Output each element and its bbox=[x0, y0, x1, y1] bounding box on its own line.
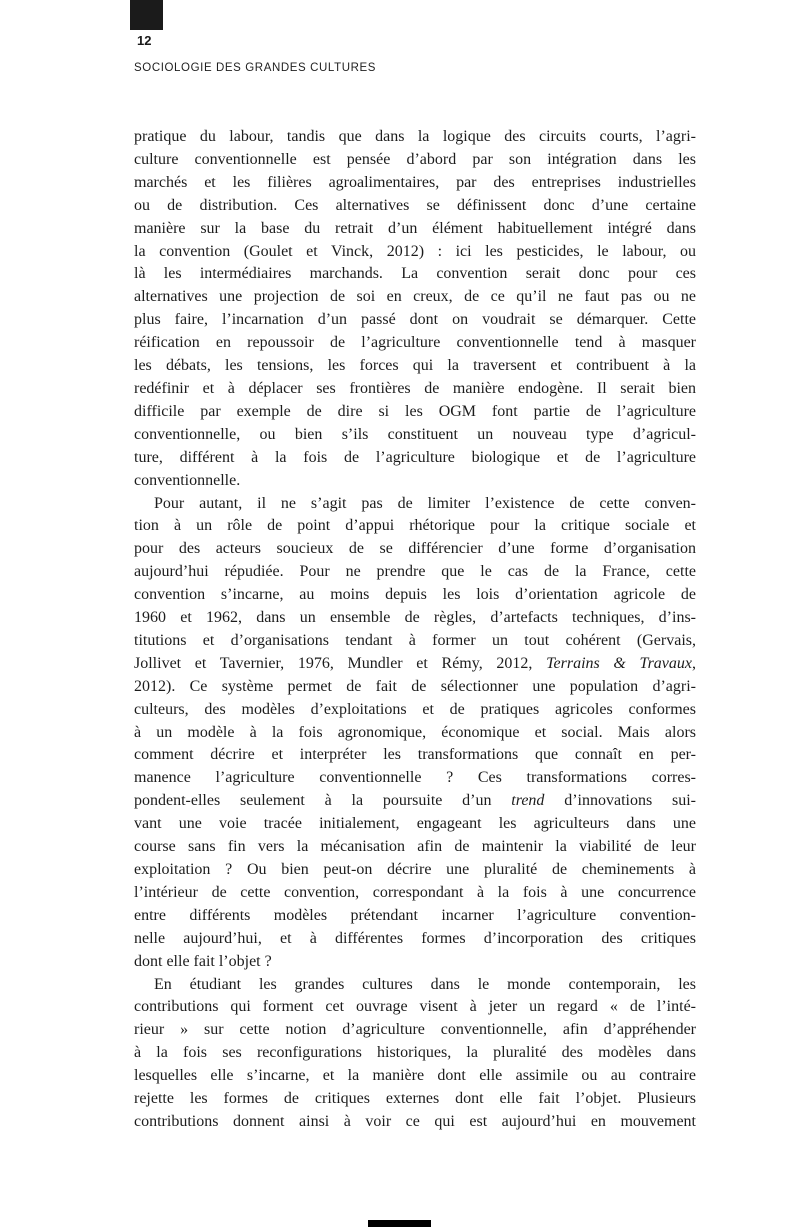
text-line bbox=[134, 905, 696, 928]
text-segment: 1960 et 1962, dans un ensemble de règles, d’artefacts techniques, d’ins- bbox=[134, 609, 696, 627]
text-segment: contributions donnent ainsi à voir ce qui est aujourd’hui en mouvement bbox=[134, 1112, 696, 1130]
text-segment: rejette les formes de critiques externes dont elle fait l’objet. Plusieurs bbox=[134, 1090, 696, 1108]
text-segment: manence l’agriculture conventionnelle ? Ces transformations corres- bbox=[134, 769, 696, 787]
text-segment: difficile par exemple de dire si les OGM font partie de l’agriculture bbox=[134, 402, 696, 420]
text-segment: 2012). Ce système permet de fait de sélectionner une population d’agri- bbox=[134, 677, 696, 695]
text-segment: culteurs, des modèles d’exploitations et de pratiques agricoles conformes bbox=[134, 700, 696, 718]
text-segment: plus faire, l’incarnation d’un passé dont on voudrait se démarquer. Cette bbox=[134, 311, 696, 329]
italic-text-segment: trend bbox=[511, 792, 545, 810]
text-segment: rieur » sur cette notion d’agriculture conventionnelle, afin d’appréhender bbox=[134, 1021, 696, 1039]
text-line bbox=[134, 538, 696, 561]
text-line bbox=[134, 813, 696, 836]
text-line bbox=[134, 882, 696, 905]
text-line bbox=[134, 767, 696, 790]
text-segment: la convention (Goulet et Vinck, 2012) : ici les pesticides, le labour, ou bbox=[134, 242, 696, 260]
paragraph bbox=[134, 974, 696, 1134]
text-line bbox=[134, 790, 696, 813]
text-line bbox=[134, 286, 696, 309]
text-line bbox=[134, 859, 696, 882]
text-segment: Jollivet et Tavernier, 1976, Mundler et Rémy, 2012, bbox=[134, 654, 547, 672]
text-segment: exploitation ? Ou bien peut-on décrire une pluralité de cheminements à bbox=[134, 861, 696, 878]
bottom-crop-mark bbox=[368, 1220, 431, 1227]
text-line bbox=[134, 561, 696, 584]
text-segment: ture, différent à la fois de l’agriculture biologique et de l’agriculture bbox=[134, 448, 696, 466]
text-segment: convention s’incarne, au moins depuis les lois d’orientation agricole de bbox=[134, 586, 696, 604]
text-segment: là les intermédiaires marchands. La convention serait donc pour ces bbox=[134, 265, 696, 283]
text-line bbox=[134, 928, 696, 951]
text-line bbox=[134, 493, 696, 516]
text-line bbox=[134, 653, 696, 676]
text-segment: redéfinir et à déplacer ses frontières de manière endogène. Il serait bien bbox=[134, 379, 696, 397]
text-line bbox=[134, 1042, 696, 1065]
body-text bbox=[134, 126, 696, 1134]
text-line bbox=[134, 951, 696, 974]
text-segment: à la fois ses reconfigurations historiques, la pluralité des modèles dans bbox=[134, 1044, 696, 1062]
text-segment: aujourd’hui répudiée. Pour ne prendre que le cas de la France, cette bbox=[134, 563, 696, 581]
text-line bbox=[134, 172, 696, 195]
text-segment: lesquelles elle s’incarne, et la manière dont elle assimile ou au contraire bbox=[134, 1067, 696, 1085]
text-line bbox=[134, 401, 696, 424]
text-line bbox=[134, 424, 696, 447]
text-line bbox=[134, 309, 696, 332]
text-line bbox=[134, 241, 696, 264]
text-line bbox=[134, 744, 696, 767]
text-line bbox=[134, 263, 696, 286]
text-line bbox=[134, 722, 696, 745]
text-line bbox=[134, 470, 696, 493]
text-line bbox=[134, 630, 696, 653]
paragraph bbox=[134, 493, 696, 974]
text-segment: les débats, les tensions, les forces qui la traversent et contribuent à la bbox=[134, 357, 696, 375]
text-line bbox=[134, 447, 696, 470]
text-line bbox=[134, 607, 696, 630]
text-segment: course sans fin vers la mécanisation afin de maintenir la viabilité de leur bbox=[134, 838, 696, 856]
text-segment: entre différents modèles prétendant incarner l’agriculture convention- bbox=[134, 906, 696, 924]
text-line bbox=[134, 1019, 696, 1042]
text-line bbox=[134, 699, 696, 722]
text-line bbox=[134, 195, 696, 218]
text-segment: ou de distribution. Ces alternatives se définissent donc d’une certaine bbox=[134, 196, 696, 214]
text-segment: réification en repoussoir de l’agriculture conventionnelle tend à masquer bbox=[134, 334, 696, 352]
text-line bbox=[134, 126, 696, 149]
text-line bbox=[134, 218, 696, 241]
text-segment: pratique du labour, tandis que dans la logique des circuits courts, l’agri- bbox=[134, 128, 696, 145]
text-segment: , bbox=[692, 654, 697, 672]
text-line bbox=[134, 676, 696, 699]
text-segment: nelle aujourd’hui, et à différentes formes d’incorporation des critiques bbox=[134, 929, 696, 947]
text-segment: comment décrire et interpréter les transformations que connaît en per- bbox=[134, 746, 696, 764]
text-line bbox=[134, 996, 696, 1019]
text-segment: dont elle fait l’objet ? bbox=[134, 952, 272, 970]
text-segment: tion à un rôle de point d’appui rhétorique pour la critique sociale et bbox=[134, 517, 696, 535]
text-line bbox=[134, 836, 696, 859]
text-line bbox=[134, 355, 696, 378]
text-line bbox=[134, 515, 696, 538]
text-segment: titutions et d’organisations tendant à former un tout cohérent (Gervais, bbox=[134, 631, 696, 649]
text-segment: à un modèle à la fois agronomique, économique et social. Mais alors bbox=[134, 723, 696, 741]
text-segment: En étudiant les grandes cultures dans le monde contemporain, les bbox=[154, 975, 696, 993]
text-segment: manière sur la base du retrait d’un élément habituellement intégré dans bbox=[134, 219, 696, 237]
text-line bbox=[134, 149, 696, 172]
text-segment: pour des acteurs soucieux de se différencier d’une forme d’organisation bbox=[134, 540, 696, 558]
text-line bbox=[134, 1111, 696, 1134]
text-segment: vant une voie tracée initialement, engageant les agriculteurs dans une bbox=[134, 815, 696, 833]
page-tab-marker bbox=[130, 0, 163, 30]
text-line bbox=[134, 1065, 696, 1088]
text-segment: d’innovations sui- bbox=[544, 792, 696, 810]
text-line bbox=[134, 974, 696, 997]
text-segment: pondent-elles seulement à la poursuite d’un bbox=[134, 792, 512, 810]
text-segment: Pour autant, il ne s’agit pas de limiter l’existence de cette conven- bbox=[154, 494, 696, 512]
text-segment: marchés et les filières agroalimentaires, par des entreprises industrielles bbox=[134, 173, 696, 191]
text-segment: alternatives une projection de soi en creux, de ce qu’il ne faut pas ou ne bbox=[134, 288, 696, 306]
italic-text-segment: Terrains & Travaux bbox=[546, 654, 693, 672]
paragraph bbox=[134, 126, 696, 493]
running-title: SOCIOLOGIE DES GRANDES CULTURES bbox=[134, 62, 377, 74]
text-line bbox=[134, 1088, 696, 1111]
text-segment: contributions qui forment cet ouvrage visent à jeter un regard « de l’inté- bbox=[134, 998, 696, 1016]
text-segment: l’intérieur de cette convention, correspondant à la fois à une concurrence bbox=[134, 883, 696, 901]
text-segment: conventionnelle, ou bien s’ils constituent un nouveau type d’agricul- bbox=[134, 425, 696, 443]
text-line bbox=[134, 378, 696, 401]
text-segment: culture conventionnelle est pensée d’abord par son intégration dans les bbox=[134, 150, 696, 168]
text-line bbox=[134, 332, 696, 355]
page-number: 12 bbox=[137, 33, 152, 48]
text-segment: conventionnelle. bbox=[134, 471, 241, 489]
text-line bbox=[134, 584, 696, 607]
